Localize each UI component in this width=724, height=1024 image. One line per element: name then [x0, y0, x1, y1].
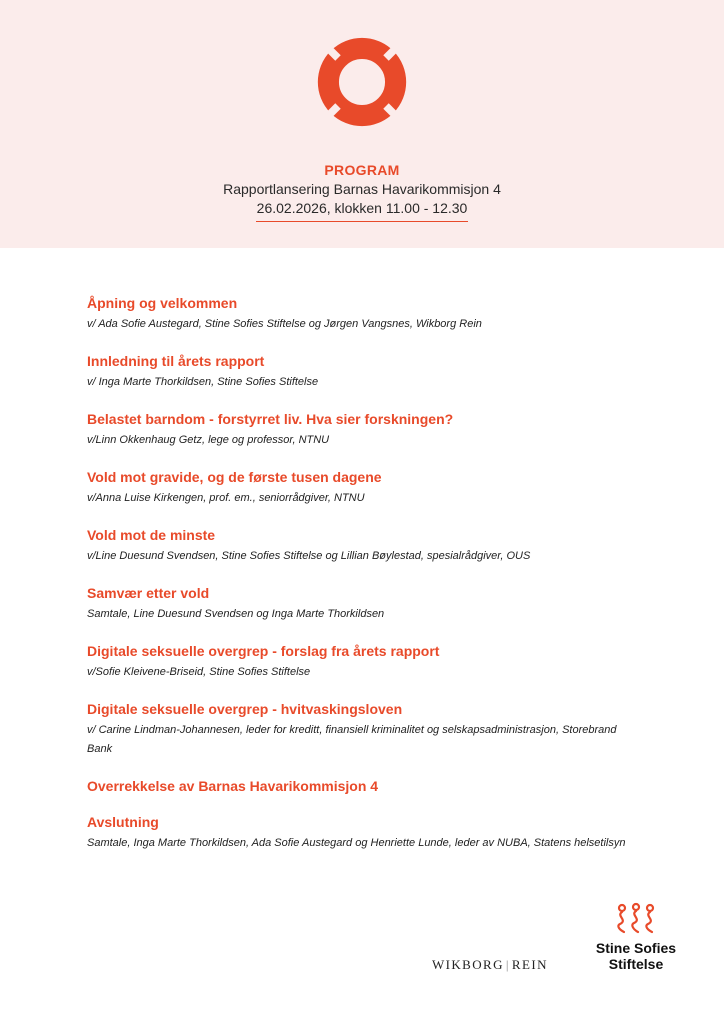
event-date-time: 26.02.2026, klokken 11.00 - 12.30: [256, 200, 468, 216]
rein-logo-text: REIN: [511, 957, 548, 972]
agenda-item: [87, 468, 687, 508]
agenda-item: [87, 642, 687, 682]
agenda-item-speaker: Samtale, Line Duesund Svendsen og Inga Marte Thorkildsen: [87, 608, 385, 620]
agenda-item: [87, 813, 687, 853]
agenda-item-speaker: v/Sofie Kleivene-Briseid, Stine Sofies Stiftelse: [87, 666, 311, 678]
agenda-item-title: Samvær etter vold: [87, 585, 210, 601]
agenda-item: [87, 352, 687, 392]
agenda-item-title: Belastet barndom - forstyrret liv. Hva sier forskningen?: [87, 411, 454, 427]
header-band: [0, 0, 724, 248]
agenda-item-speaker: v/Linn Okkenhaug Getz, lege og professor, NTNU: [87, 434, 330, 446]
agenda-item-title: Innledning til årets rapport: [87, 353, 265, 369]
agenda-item-speaker: v/Anna Luise Kirkengen, prof. em., seniorrådgiver, NTNU: [87, 492, 365, 504]
agenda-item-speaker: v/ Ada Sofie Austegard, Stine Sofies Stiftelse og Jørgen Vangsnes, Wikborg Rein: [87, 318, 482, 330]
header-divider: [256, 221, 468, 222]
agenda-item-speaker: v/ Inga Marte Thorkildsen, Stine Sofies Stiftelse: [87, 376, 319, 388]
stine-sofies-figures-icon: [612, 902, 660, 934]
agenda-item: [87, 700, 687, 759]
event-title: Rapportlansering Barnas Havarikommisjon 4: [223, 181, 501, 197]
agenda-item-title: Overrekkelse av Barnas Havarikommisjon 4: [87, 778, 379, 794]
agenda-item: [87, 410, 687, 450]
wikborg-logo-text: WIKBORG: [432, 957, 504, 972]
logo-separator: |: [505, 957, 510, 972]
program-title: PROGRAM: [324, 162, 400, 178]
lifebuoy-icon: [314, 34, 410, 130]
ssf-logo-line2: Stiftelse: [608, 956, 664, 972]
agenda-item-title: Vold mot gravide, og de første tusen dagene: [87, 469, 382, 485]
agenda-item-title: Åpning og velkommen: [87, 295, 238, 311]
agenda-item-title: Digitale seksuelle overgrep - hvitvaskingsloven: [87, 701, 403, 717]
agenda-item: [87, 526, 687, 566]
agenda-item-title: Vold mot de minste: [87, 527, 216, 543]
agenda-item-speaker: Samtale, Inga Marte Thorkildsen, Ada Sofie Austegard og Henriette Lunde, leder av NUBA, Statens helsetilsyn: [87, 837, 626, 849]
agenda-item-title: Avslutning: [87, 814, 159, 830]
agenda-item-speaker: v/ Carine Lindman-Johannesen, leder for kreditt, finansiell kriminalitet og selskapsadministrasjon, Storebrand Bank: [87, 724, 617, 755]
stine-sofies-logo-text: [586, 940, 686, 972]
wikborg-rein-logo: [432, 957, 548, 973]
agenda-list: [87, 294, 687, 871]
ssf-logo-line1: Stine Sofies: [595, 940, 677, 956]
agenda-item: [87, 777, 687, 795]
agenda-item: [87, 584, 687, 624]
agenda-item: [87, 294, 687, 334]
agenda-item-speaker: v/Line Duesund Svendsen, Stine Sofies Stiftelse og Lillian Bøylestad, spesialrådgiver, OUS: [87, 550, 531, 562]
agenda-item-title: Digitale seksuelle overgrep - forslag fra årets rapport: [87, 643, 440, 659]
